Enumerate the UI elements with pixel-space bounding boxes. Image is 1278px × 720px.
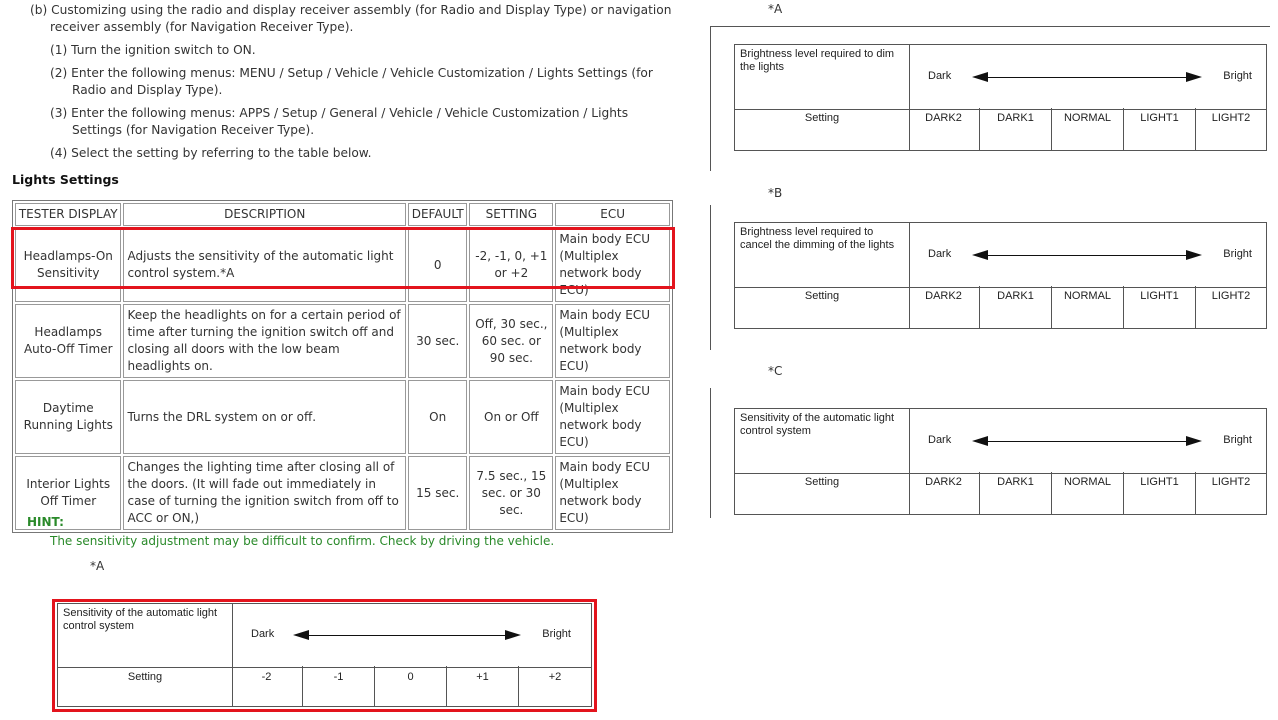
table-row [15,304,670,378]
setting-values [231,666,591,706]
table-title: Lights Settings [12,172,119,187]
diagram-marker: *A [768,2,783,16]
cell-setting: Off, 30 sec., 60 sec. or 90 sec. [469,304,553,378]
diagram-label: Sensitivity of the automatic light control system [735,409,910,474]
cell-description: Changes the lighting time after closing all of the doors. (It will fade out immediately in case of turning the ignition switch from off to ACC or ON,) [123,456,406,530]
dark-label: Dark [928,434,952,446]
header-setting: SETTING [469,203,553,226]
setting-value: NORMAL [1052,286,1124,328]
arrow-line [986,441,1186,442]
cell-ecu: Main body ECU (Multiplex network body ECU) [555,456,670,530]
cell-ecu: Main body ECU (Multiplex network body ECU) [555,304,670,378]
setting-value: DARK2 [908,472,980,514]
table-header-row [15,203,670,226]
arrow-right-icon [1186,72,1202,82]
setting-value: 0 [375,666,447,706]
top-rule [710,26,1270,27]
arrow-right-icon [505,630,521,640]
cell-default: 15 sec. [408,456,467,530]
setting-value: DARK2 [908,286,980,328]
header-default: DEFAULT [408,203,467,226]
header-tester-display: TESTER DISPLAY [15,203,121,226]
bright-label: Bright [1223,248,1252,260]
step-intro: (b) Customizing using the radio and display receiver assembly (for Radio and Display Type) or navigation receiver assembly (for Navigation Receiver Type). [30,3,672,34]
setting-value: LIGHT1 [1124,286,1196,328]
cell-ecu: Main body ECU (Multiplex network body ECU) [555,380,670,454]
row-highlight-box [11,227,675,289]
setting-values [908,472,1266,514]
cell-tester-display: Headlamps-On Sensitivity [15,228,121,302]
cell-setting: On or Off [469,380,553,454]
setting-value: DARK1 [980,108,1052,150]
hint-text: The sensitivity adjustment may be difficult to confirm. Check by driving the vehicle. [50,534,555,548]
sensitivity-diagram [57,603,592,707]
divider-line [710,26,711,171]
arrow-right-icon [1186,250,1202,260]
setting-label: Setting [735,108,910,150]
arrow-right-icon [1186,436,1202,446]
setting-value: LIGHT1 [1124,108,1196,150]
setting-value: +2 [548,671,562,683]
diagram-marker: *A [90,559,105,573]
setting-value: -2 [231,666,303,706]
cell-setting: 7.5 sec., 15 sec. or 30 sec. [469,456,553,530]
bright-label: Bright [542,628,571,640]
dark-label: Dark [928,70,952,82]
cell-description: Turns the DRL system on or off. [123,380,406,454]
cell-default: 30 sec. [408,304,467,378]
sensitivity-diagram-c [734,408,1267,515]
setting-value: DARK2 [908,108,980,150]
cell-description: Keep the headlights on for a certain period of time after turning the ignition switch off and closing all doors with the low beam headlights on. [123,304,406,378]
setting-value: NORMAL [1052,472,1124,514]
table-row [15,456,670,530]
diagram-label: Brightness level required to dim the lights [735,45,910,110]
setting-value: LIGHT2 [1211,112,1251,124]
cell-ecu: Main body ECU (Multiplex network body ECU) [555,228,670,302]
setting-label: Setting [735,472,910,514]
setting-value: NORMAL [1052,108,1124,150]
dark-label: Dark [928,248,952,260]
setting-values [908,108,1266,150]
diagram-marker: *C [768,364,783,378]
divider-line [710,388,711,518]
dark-label: Dark [251,628,275,640]
diagram-label: Sensitivity of the automatic light control system [58,604,233,668]
diagram-label: Brightness level required to cancel the dimming of the lights [735,223,910,288]
procedure-steps [30,2,680,168]
diagram-arrow-row [908,45,1266,110]
cell-default: 0 [408,228,467,302]
setting-value: LIGHT2 [1211,476,1251,488]
cell-description: Adjusts the sensitivity of the automatic light control system.*A [123,228,406,302]
header-description: DESCRIPTION [123,203,406,226]
step-2: (2) Enter the following menus: MENU / Setup / Vehicle / Vehicle Customization / Lights Settings (for Radio and Display Type). [50,66,653,97]
hint-label: HINT: [27,515,64,529]
setting-value: LIGHT2 [1211,290,1251,302]
diagram-marker: *B [768,186,783,200]
setting-values [908,286,1266,328]
diagram-arrow-row [231,604,591,668]
arrow-line [986,255,1186,256]
setting-value: LIGHT1 [1124,472,1196,514]
setting-value: +1 [447,666,519,706]
setting-value: -1 [303,666,375,706]
cell-default: On [408,380,467,454]
bright-label: Bright [1223,70,1252,82]
diagram-arrow-row [908,223,1266,288]
arrow-line [307,635,507,636]
cell-tester-display: Headlamps Auto-Off Timer [15,304,121,378]
dim-level-diagram [734,44,1267,151]
step-3: (3) Enter the following menus: APPS / Setup / General / Vehicle / Vehicle Customization / Lights Settings (for Navigation Receiver Type). [50,106,629,137]
setting-value: DARK1 [980,472,1052,514]
setting-value: DARK1 [980,286,1052,328]
header-ecu: ECU [555,203,670,226]
cell-setting: -2, -1, 0, +1 or +2 [469,228,553,302]
setting-label: Setting [735,286,910,328]
cell-tester-display: Interior Lights Off Timer [15,456,121,530]
bright-label: Bright [1223,434,1252,446]
diagram-arrow-row [908,409,1266,474]
table-row [15,380,670,454]
arrow-line [986,77,1186,78]
cancel-dim-diagram [734,222,1267,329]
divider-line [710,205,711,350]
cell-tester-display: Daytime Running Lights [15,380,121,454]
step-4: (4) Select the setting by referring to the table below. [50,146,372,160]
setting-label: Setting [58,666,233,706]
step-1: (1) Turn the ignition switch to ON. [50,43,256,57]
